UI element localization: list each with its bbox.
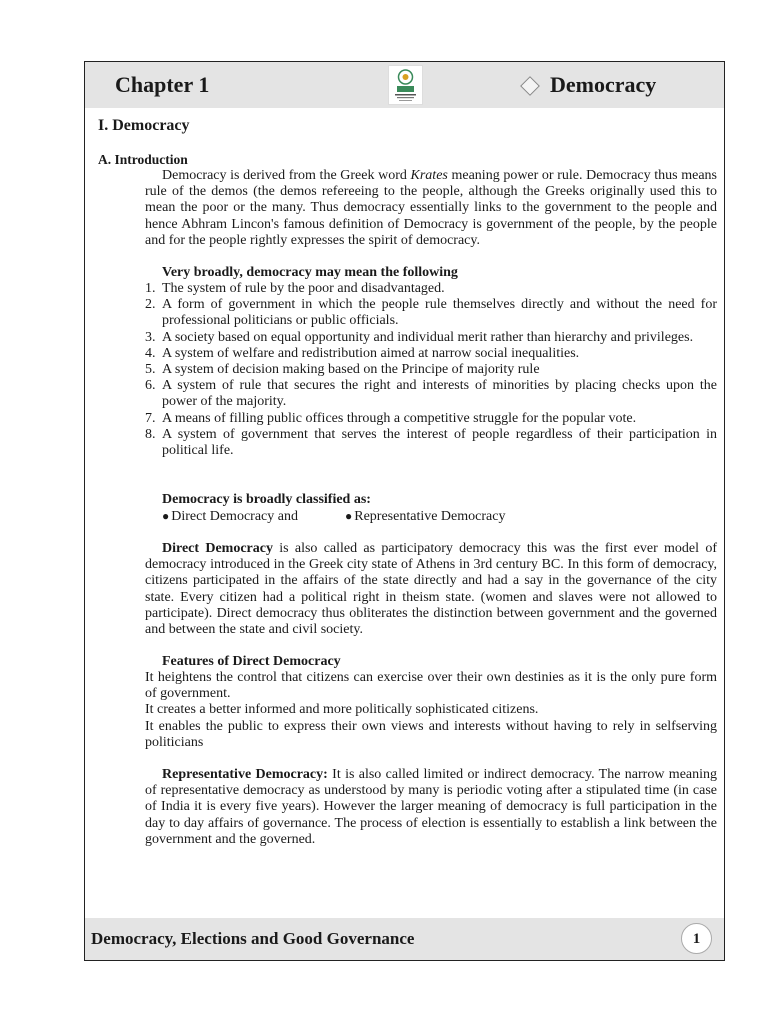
list-number: 3. xyxy=(145,329,156,345)
list-text: A means of filling public offices through a competitive struggle for the popular vote. xyxy=(162,410,637,426)
list-number: 4. xyxy=(145,345,156,361)
intro-text-b: meaning power or rule. Democracy thus means rule of the demos (the demos refereeing to the people, although the Greeks originally used this to mean the poor or the many. Thus democracy essentially links to the government to the people and hence Abhram Lincon's famous definition of Democracy is government of the people, by the people and for the people rightly expresses the spirit of democracy. xyxy=(145,168,717,248)
classification-bullets xyxy=(162,508,505,525)
intro-italic-word: Krates xyxy=(410,168,448,183)
list-text: A society based on equal opportunity and individual merit rather than hierarchy and privileges. xyxy=(162,329,694,345)
list-number: 6. xyxy=(145,378,156,394)
list-number: 7. xyxy=(145,410,156,426)
list-number: 5. xyxy=(145,362,156,378)
bullet-direct xyxy=(162,508,345,525)
bullet-dot-icon: ● xyxy=(345,509,353,523)
feature-line: It enables the public to express their own views and interests without having to rely in selfserving politicians xyxy=(145,718,717,750)
page-header xyxy=(85,62,724,108)
direct-democracy-term: Direct Democracy xyxy=(162,541,273,556)
representative-democracy-text: It is also called limited or indirect democracy. The narrow meaning of representative democracy as understood by many is periodic voting after a stipulated time (in case of India it is every five years). However the larger meaning of democracy is full participation in the day to day affairs of governance. The process of election is essentially to establish a link between the government and the governed. xyxy=(145,767,718,847)
bullet-representative xyxy=(345,508,505,525)
list-number: 1. xyxy=(145,281,156,296)
list-item xyxy=(145,427,717,459)
institute-emblem-icon xyxy=(388,65,423,105)
list-text: A system of welfare and redistribution aimed at narrow social inequalities. xyxy=(162,345,580,361)
list-number: 2. xyxy=(145,297,156,313)
list-text: A system of decision making based on the Principe of majority rule xyxy=(162,362,540,378)
classification-heading: Democracy is broadly classified as: xyxy=(162,492,371,507)
list-text: A system of rule that secures the right and interests of minorities by placing checks upon the power of the majority. xyxy=(162,378,717,410)
list-item xyxy=(145,297,717,329)
list-item xyxy=(145,346,717,362)
meanings-list xyxy=(145,281,717,459)
intro-paragraph xyxy=(145,168,717,249)
list-item xyxy=(145,411,717,427)
page-number: 1 xyxy=(681,923,712,954)
bullet-label: Representative Democracy xyxy=(354,509,506,524)
page-footer xyxy=(85,918,724,960)
chapter-label: Chapter 1 xyxy=(115,72,210,97)
diamond-icon xyxy=(520,76,540,96)
representative-democracy-paragraph xyxy=(145,767,717,848)
intro-heading: A. Introduction xyxy=(98,152,188,167)
feature-line: It creates a better informed and more politically sophisticated citizens. xyxy=(145,702,539,718)
direct-democracy-text: is also called as participatory democracy this was the first ever model of democracy introduced in the Greek city state of Athens in 3rd century BC. In this form of democracy, citizens participated in the affairs of the state directly and had a say in the governance of the city state. Every citizen had a political right in theism state. (women and slaves were not allowed to participate). Direct democracy thus obliterates the distinction between government and the governed and between the state and civil society. xyxy=(145,541,717,638)
meanings-heading: Very broadly, democracy may mean the following xyxy=(162,265,458,280)
list-item xyxy=(145,330,717,346)
direct-democracy-paragraph xyxy=(145,541,717,638)
list-item xyxy=(145,281,717,297)
feature-line: It heightens the control that citizens can exercise over their own destinies as it is the only pure form of government. xyxy=(145,670,717,702)
list-text: The system of rule by the poor and disadvantaged. xyxy=(162,281,445,296)
intro-text-a: Democracy is derived from the Greek word xyxy=(162,168,411,183)
list-text: A form of government in which the people rule themselves directly and without the need for professional politicians or public officials. xyxy=(162,297,717,329)
list-number: 8. xyxy=(145,426,156,442)
features-heading: Features of Direct Democracy xyxy=(162,654,341,669)
list-text: A system of government that serves the interest of people regardless of their participation in political life. xyxy=(162,426,717,459)
book-title: Democracy, Elections and Good Governance xyxy=(91,929,415,948)
bullet-dot-icon: ● xyxy=(162,509,170,523)
page-frame xyxy=(84,61,725,961)
features-text xyxy=(145,670,717,751)
bullet-label: Direct Democracy and xyxy=(171,509,298,524)
list-item xyxy=(145,378,717,410)
section-heading: I. Democracy xyxy=(98,117,190,134)
chapter-title: Democracy xyxy=(550,72,657,97)
representative-democracy-term: Representative Democracy: xyxy=(162,767,328,782)
list-item xyxy=(145,362,717,378)
